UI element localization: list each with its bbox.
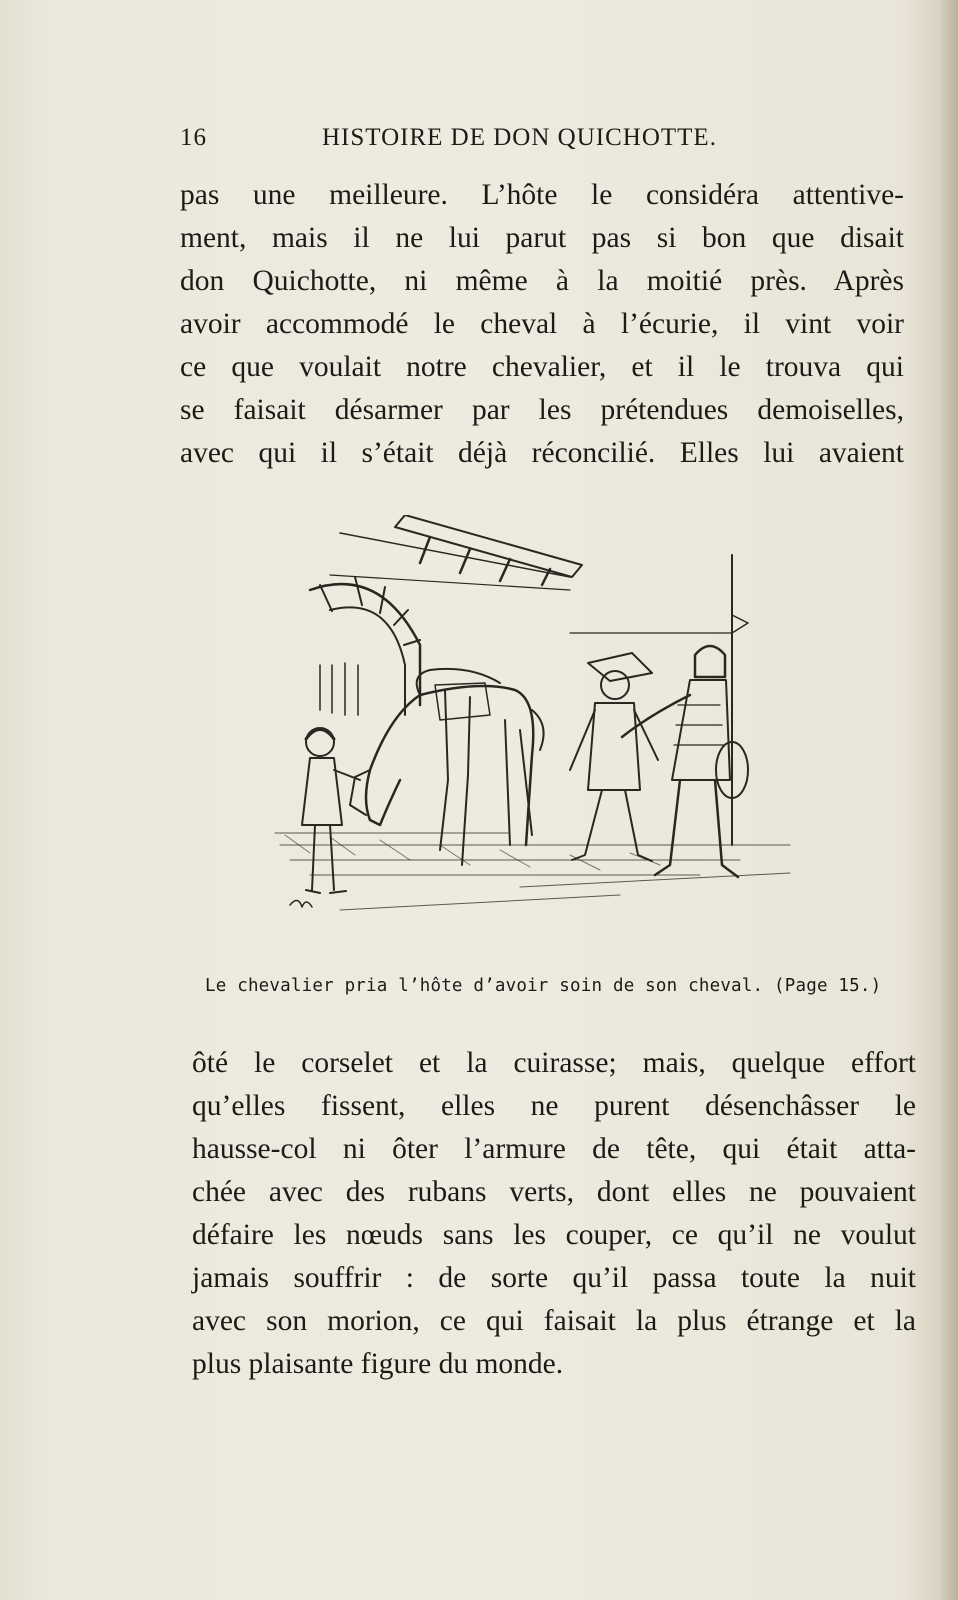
text-line: chée avec des rubans verts, dont elles ne pouvaient	[192, 1176, 916, 1208]
text-line: avec qui il s’était déjà réconcilié. Elles lui avaient	[180, 437, 904, 469]
engraving-knight-horse-icon	[270, 515, 800, 940]
text-line: avec son morion, ce qui faisait la plus étrange et la	[192, 1305, 916, 1337]
text-line: qu’elles fissent, elles ne purent désenchâsser le	[192, 1090, 916, 1122]
text-line: jamais souffrir : de sorte qu’il passa toute la nuit	[192, 1262, 916, 1294]
running-title: HISTOIRE DE DON QUICHOTTE.	[322, 124, 717, 151]
paragraph-top	[180, 174, 904, 475]
page-number: 16	[180, 124, 207, 151]
text-line: plus plaisante figure du monde.	[192, 1348, 564, 1380]
text-line: avoir accommodé le cheval à l’écurie, il vint voir	[180, 308, 904, 340]
text-line: don Quichotte, ni même à la moitié près. Après	[180, 265, 904, 297]
illustration-caption: Le chevalier pria l’hôte d’avoir soin de son cheval. (Page 15.)	[205, 976, 882, 996]
text-line: ce que voulait notre chevalier, et il le trouva qui	[180, 351, 904, 383]
paragraph-bottom	[192, 1042, 916, 1386]
text-line: ment, mais il ne lui parut pas si bon que disait	[180, 222, 904, 254]
text-line: hausse-col ni ôter l’armure de tête, qui était atta-	[192, 1133, 916, 1165]
text-line: ôté le corselet et la cuirasse; mais, quelque effort	[192, 1047, 916, 1079]
text-line: se faisait désarmer par les prétendues demoiselles,	[180, 394, 904, 426]
text-line: pas une meilleure. L’hôte le considéra attentive-	[180, 179, 904, 211]
running-header	[180, 124, 770, 164]
text-line: défaire les nœuds sans les couper, ce qu’il ne voulut	[192, 1219, 916, 1251]
